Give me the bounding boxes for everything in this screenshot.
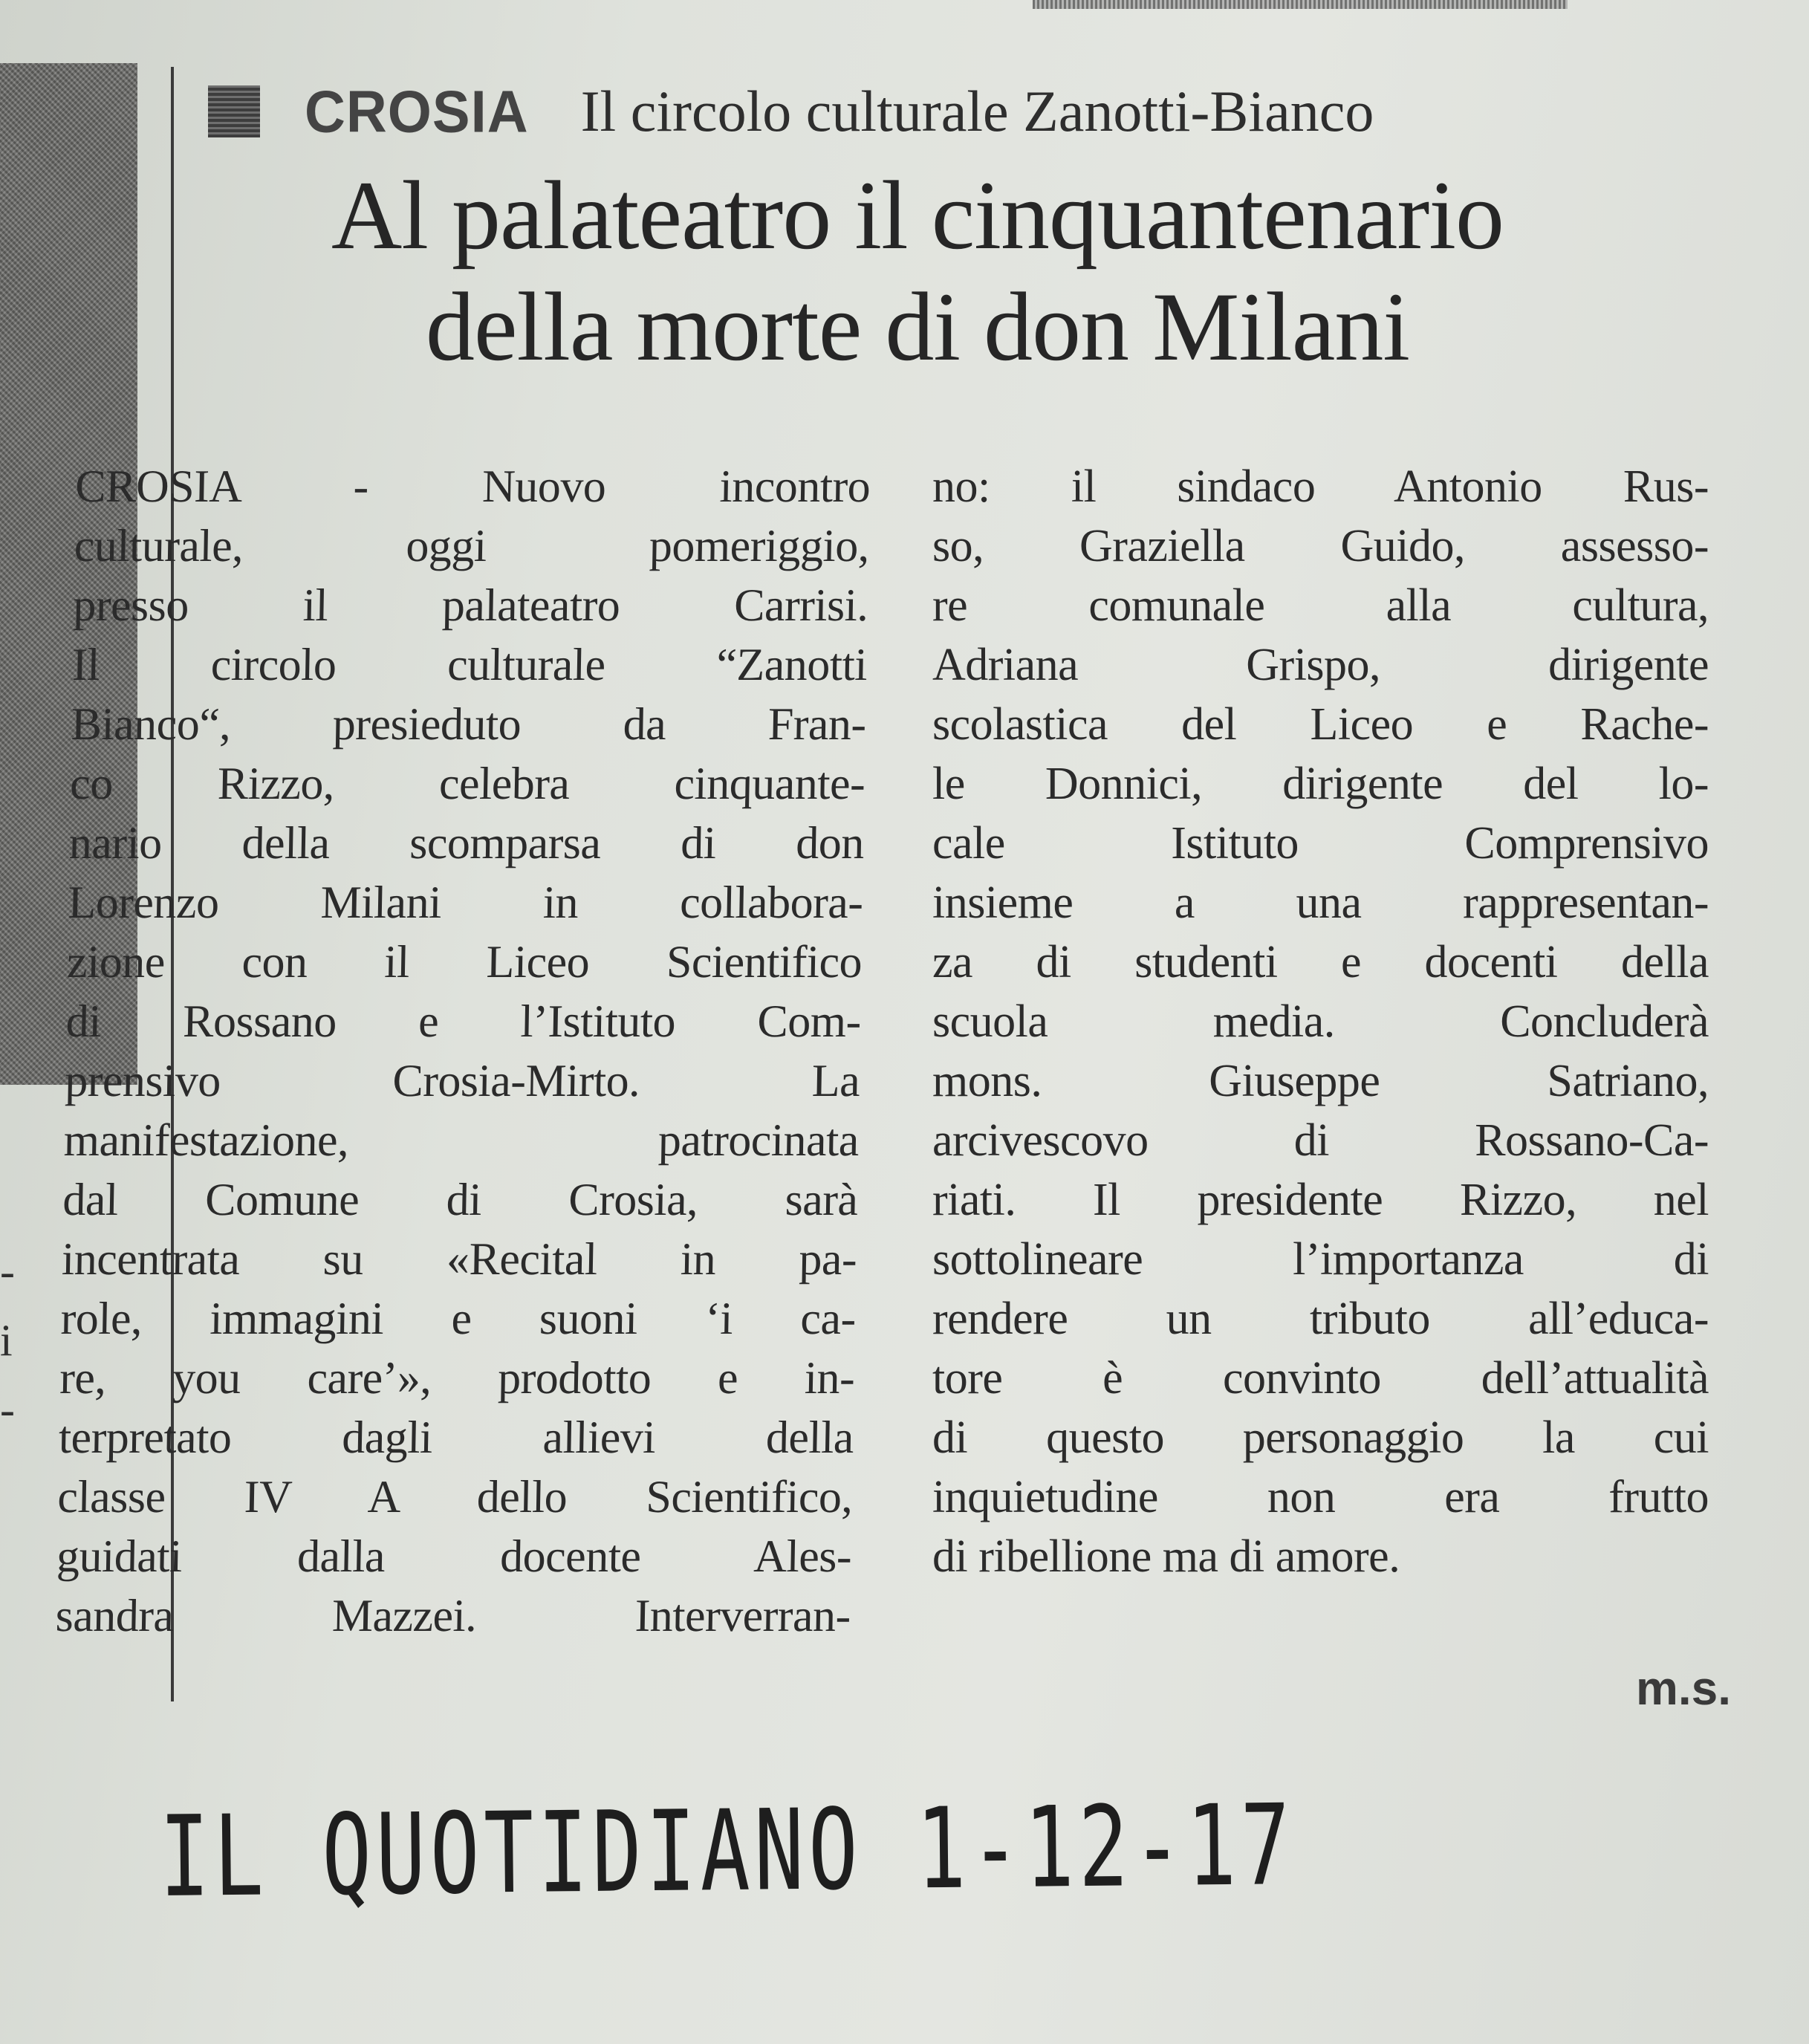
body-line: CROSIA - Nuovo incontro	[74, 461, 871, 512]
kicker	[208, 71, 1620, 152]
body-line: Lorenzo Milani in collabora-	[67, 877, 864, 928]
body-line: culturale, oggi pomeriggio,	[74, 521, 870, 571]
body-line: zione con il Liceo Scientifico	[66, 937, 863, 987]
body-line: dal Comune di Crosia, sarà	[62, 1175, 859, 1225]
body-line: cale Istituto Comprensivo	[932, 818, 1709, 869]
body-column-right	[932, 457, 1709, 1586]
body-line: presso il palateatro Carrisi.	[72, 580, 869, 631]
body-line: tore è convinto dell’attualità	[932, 1353, 1709, 1404]
margin-fragment: -	[0, 1247, 15, 1296]
headline-line: Al palateatro il cinquantenario	[331, 160, 1504, 270]
handwritten-note: IL QUOTIDIANO 1-12-17	[159, 1781, 1296, 1922]
kicker-label: CROSIA	[305, 78, 529, 145]
body-line: so, Graziella Guido, assesso-	[932, 521, 1709, 571]
body-line: za di studenti e docenti della	[932, 937, 1709, 987]
adjacent-column-edge	[1033, 0, 1568, 9]
body-column-left	[55, 457, 871, 1646]
body-line: incentrata su «Recital in pa-	[61, 1234, 857, 1285]
body-line: terpretato dagli allievi della	[58, 1412, 854, 1463]
body-line: scuola media. Concluderà	[932, 996, 1709, 1047]
body-line: nario della scomparsa di don	[68, 818, 865, 869]
body-line: Il circolo culturale “Zanotti	[71, 640, 868, 690]
author-signature: m.s.	[1635, 1661, 1731, 1715]
margin-fragments	[0, 1237, 22, 1444]
body-line: sottolineare l’importanza di	[932, 1234, 1709, 1285]
kicker-subtitle: Il circolo culturale Zanotti-Bianco	[580, 79, 1374, 143]
body-line: prensivo Crosia-Mirto. La	[64, 1056, 860, 1106]
body-line: guidati dalla docente Ales-	[56, 1531, 852, 1582]
body-line: classe IV A dello Scientifico,	[56, 1472, 854, 1522]
body-line: manifestazione, patrocinata	[63, 1115, 860, 1166]
body-line: re comunale alla cultura,	[932, 580, 1709, 631]
body-line: Adriana Grispo, dirigente	[932, 640, 1709, 690]
body-line: mons. Giuseppe Satriano,	[932, 1056, 1709, 1106]
body-line: le Donnici, dirigente del lo-	[932, 759, 1709, 809]
margin-fragment: i	[0, 1316, 13, 1365]
body-line: scolastica del Liceo e Rache-	[932, 699, 1709, 750]
headline-line: della morte di don Milani	[425, 272, 1410, 381]
body-line: sandra Mazzei. Interverran-	[55, 1591, 851, 1641]
body-line: di questo personaggio la cui	[932, 1412, 1709, 1463]
body-line: arcivescovo di Rossano-Ca-	[932, 1115, 1709, 1166]
headline	[189, 160, 1646, 383]
kicker-square-icon	[208, 85, 260, 137]
body-line: riati. Il presidente Rizzo, nel	[932, 1175, 1709, 1225]
body-line: role, immagini e suoni ‘i ca-	[60, 1294, 857, 1344]
body-line: co Rizzo, celebra cinquante-	[69, 759, 865, 809]
margin-fragment: -	[0, 1385, 15, 1434]
body-line: insieme a una rappresentan-	[932, 877, 1709, 928]
body-line: rendere un tributo all’educa-	[932, 1294, 1709, 1344]
body-line: Bianco“, presieduto da Fran-	[71, 699, 867, 750]
body-line: di Rossano e l’Istituto Com-	[65, 996, 862, 1047]
body-line: re, you care’», prodotto e in-	[59, 1353, 855, 1404]
body-line: di ribellione ma di amore.	[932, 1531, 1400, 1582]
body-line: inquietudine non era frutto	[932, 1472, 1709, 1522]
body-line: no: il sindaco Antonio Rus-	[932, 461, 1709, 512]
